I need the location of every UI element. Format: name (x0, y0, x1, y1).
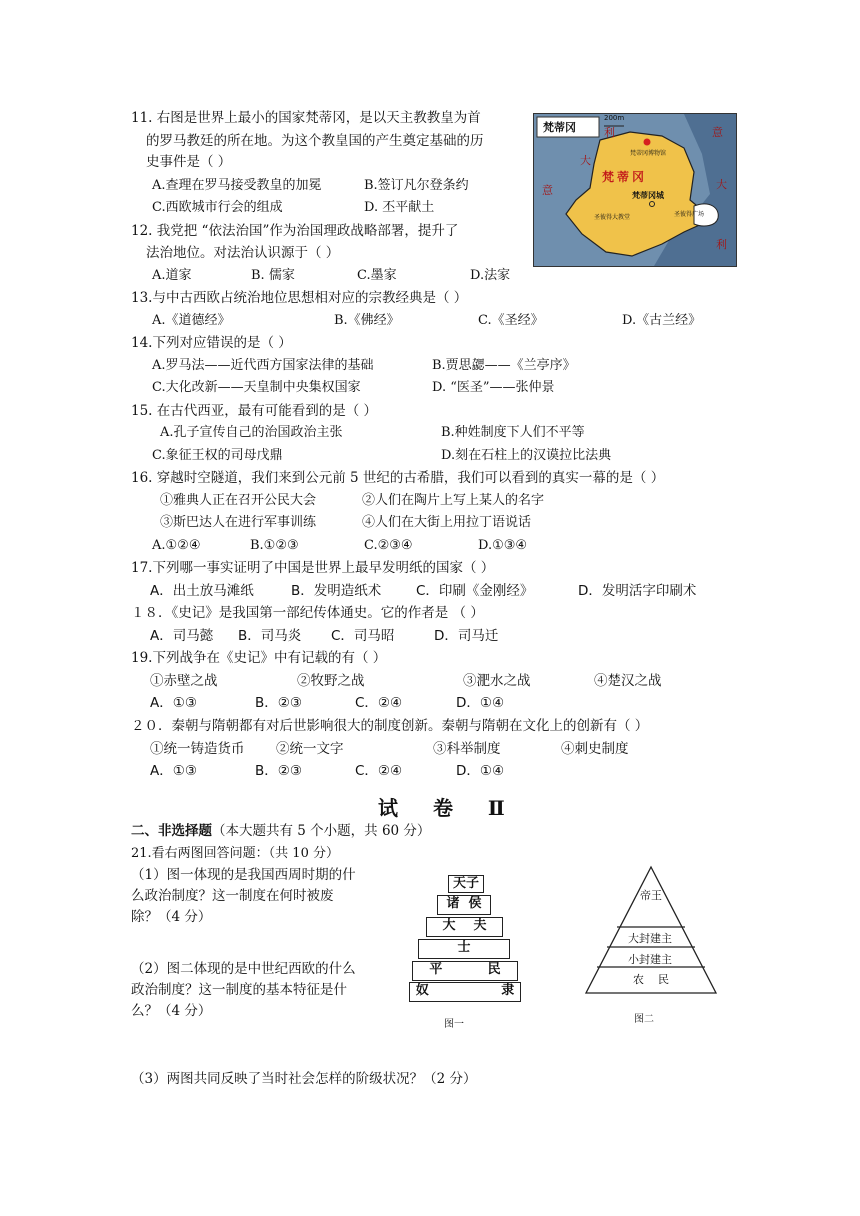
section-heading-bold: 二、非选择题 (131, 823, 212, 839)
q16-line1: 16. 穿越时空隧道，我们来到公元前 5 世纪的古希腊，我们可以看到的真实一幕的是（ ） (131, 470, 665, 486)
q17-option-c: C．印刷《金刚经》 (416, 583, 534, 599)
map-museum-label: 梵蒂冈博物馆 (630, 150, 667, 157)
fig2-level-4-label: 农 民 (633, 973, 669, 986)
q20-item-4: ④刺史制度 (561, 741, 629, 757)
map-country-label: 梵蒂冈 (602, 170, 648, 184)
fig1-level-1-label: 天子 (452, 876, 479, 891)
fig1-level-5 (412, 961, 518, 981)
q14-option-d: D. “医圣”——张仲景 (432, 380, 555, 395)
q19-option-c: C．②④ (355, 695, 403, 711)
q20-option-c: C．②④ (355, 763, 403, 779)
q21-p2-line1: （2）图二体现的是中世纪西欧的什么 (131, 961, 356, 977)
q20-option-a: A．①③ (150, 763, 197, 779)
q18-option-d: D．司马迁 (434, 628, 499, 644)
fig1-level-4-label: 士 (457, 940, 471, 955)
section-heading (131, 822, 430, 840)
q17-line1: 17.下列哪一事实证明了中国是世界上最早发明纸的国家（ ） (131, 560, 495, 576)
q16-option-d: D.①③④ (478, 538, 528, 553)
q18-option-b: B．司马炎 (238, 628, 302, 644)
q11-option-a: A.查理在罗马接受教皇的加冕 (152, 178, 322, 193)
q17-option-b: B．发明造纸术 (291, 583, 382, 599)
fig1-level-5-label: 平 民 (429, 962, 501, 977)
q12-option-c: C.墨家 (357, 268, 397, 283)
q21-p3-line1: （3）两图共同反映了当时社会怎样的阶级状况？（2 分） (131, 1071, 477, 1087)
map-scale-label: 200m (604, 114, 625, 122)
q19-item-1: ①赤壁之战 (150, 673, 218, 689)
q21-line1: 21.看右两图回答问题：（共 10 分） (131, 846, 339, 861)
fig1-level-2-label: 诸 侯 (446, 896, 482, 911)
q21-p2-line2: 政治制度？这一制度的基本特征是什 (131, 982, 347, 998)
q12-option-d: D.法家 (470, 268, 511, 283)
q19-option-a: A．①③ (150, 695, 197, 711)
q16-option-a: A.①②④ (152, 538, 201, 553)
q20-option-b: B．②③ (255, 763, 302, 779)
map-italy-right-2: 大 (716, 178, 727, 191)
q14-line1: 14.下列对应错误的是（ ） (131, 335, 292, 351)
fig1-level-6-label: 奴 隶 (415, 983, 515, 998)
vatican-map (533, 113, 737, 267)
map-italy-right-3: 利 (716, 238, 727, 251)
q13-line1: 13.与中古西欧占统治地位思想相对应的宗教经典是（ ） (131, 290, 468, 306)
q18-line1: １８．《史记》是我国第一部纪传体通史。它的作者是 （ ） (131, 605, 484, 621)
q11-option-b: B.签订凡尔登条约 (364, 178, 469, 193)
q20-item-3: ③科举制度 (433, 741, 501, 757)
q13-option-d: D.《古兰经》 (622, 313, 702, 328)
q20-line1: ２０．秦朝与隋朝都有对后世影响很大的制度创新。秦朝与隋朝在文化上的创新有（ ） (131, 718, 649, 734)
q13-option-b: B.《佛经》 (334, 313, 400, 328)
q11-line2: 的罗马教廷的所在地。为这个教皇国的产生奠定基础的历 (146, 133, 484, 149)
map-italy-right-1: 意 (712, 126, 723, 139)
q19-option-d: D．①④ (456, 695, 505, 711)
q12-line2: 法治地位。对法治认识源于（ ） (146, 245, 340, 261)
q21-p1-line1: （1）图一体现的是我国西周时期的什 (131, 867, 356, 883)
fig1-level-6 (409, 982, 521, 1002)
q11-option-c: C.西欧城市行会的组成 (152, 200, 283, 215)
q20-option-d: D．①④ (456, 763, 505, 779)
map-italy-left-1: 利 (604, 126, 615, 139)
q20-item-1: ①统一铸造货币 (150, 741, 245, 757)
q14-option-a: A.罗马法——近代西方国家法律的基础 (152, 358, 374, 373)
map-city-label: 梵蒂冈城 (632, 191, 664, 200)
q11-line1: 11. 右图是世界上最小的国家梵蒂冈，是以天主教教皇为首 (131, 110, 481, 126)
q16-option-c: C.②③④ (364, 538, 413, 553)
q21-p1-line3: 除？（4 分） (131, 909, 212, 925)
q17-option-a: A．出土放马滩纸 (150, 583, 254, 599)
section-title: 试 卷 Ⅱ (378, 796, 519, 820)
q19-line1: 19.下列战争在《史记》中有记载的有（ ） (131, 650, 387, 666)
q15-option-a: A.孔子宣传自己的治国政治主张 (160, 425, 343, 440)
fig1-level-4 (418, 939, 510, 959)
q19-option-b: B．②③ (255, 695, 302, 711)
q11-option-d: D. 丕平献土 (364, 200, 435, 215)
fig1-level-3-label: 大 夫 (442, 918, 487, 933)
map-italy-left-2: 大 (580, 154, 591, 167)
q21-p2-line3: 么？（4 分） (131, 1003, 212, 1019)
q21-p1-line2: 么政治制度？这一制度在何时被废 (131, 888, 334, 904)
map-italy-left-3: 意 (542, 184, 553, 197)
q12-line1: 12. 我党把 “依法治国”作为治国理政战略部署，提升了 (131, 223, 459, 239)
q19-item-3: ③淝水之战 (463, 673, 531, 689)
fig2-caption: 图二 (634, 1014, 654, 1025)
fig1-caption: 图一 (444, 1019, 464, 1030)
map-title: 梵蒂冈 (543, 121, 576, 134)
section-heading-rest: （本大题共有 5 个小题，共 60 分） (212, 823, 431, 839)
map-square-label: 圣彼得广场 (674, 211, 705, 218)
q15-option-c: C.象征王权的司母戊鼎 (152, 448, 283, 463)
q16-item-1: ①雅典人正在召开公民大会 (160, 493, 317, 508)
q14-option-c: C.大化改新——天皇制中央集权国家 (152, 380, 361, 395)
q15-option-d: D.刻在石柱上的汉谟拉比法典 (441, 448, 612, 463)
q12-option-b: B. 儒家 (251, 268, 295, 283)
q17-option-d: D．发明活字印刷术 (578, 583, 697, 599)
q16-option-b: B.①②③ (250, 538, 299, 553)
fig1-level-1 (448, 875, 484, 893)
q19-item-4: ④楚汉之战 (594, 673, 662, 689)
museum-marker-icon (644, 139, 651, 146)
fig2-level-1-label: 帝王 (640, 889, 662, 902)
q20-item-2: ②统一文字 (276, 741, 344, 757)
fig2-level-2-label: 大封建主 (628, 932, 672, 945)
q15-line1: 15. 在古代西亚，最有可能看到的是（ ） (131, 403, 378, 419)
map-church-label: 圣彼得大教堂 (594, 214, 631, 221)
q12-option-a: A.道家 (152, 268, 192, 283)
q13-option-c: C.《圣经》 (478, 313, 544, 328)
q14-option-b: B.贾思勰——《兰亭序》 (432, 358, 576, 373)
q16-item-4: ④人们在大街上用拉丁语说话 (362, 515, 532, 530)
fig1-level-3 (426, 917, 503, 937)
q16-item-3: ③斯巴达人在进行军事训练 (160, 515, 317, 530)
q15-option-b: B.种姓制度下人们不平等 (441, 425, 585, 440)
q16-item-2: ②人们在陶片上写上某人的名字 (362, 493, 545, 508)
q18-option-a: A．司马懿 (150, 628, 214, 644)
fig1-level-2 (437, 895, 491, 915)
q18-option-c: C．司马昭 (331, 628, 395, 644)
q11-line3: 史事件是（ ） (146, 154, 232, 170)
fig2-level-3-label: 小封建主 (628, 953, 672, 966)
q19-item-2: ②牧野之战 (297, 673, 365, 689)
q13-option-a: A.《道德经》 (152, 313, 231, 328)
